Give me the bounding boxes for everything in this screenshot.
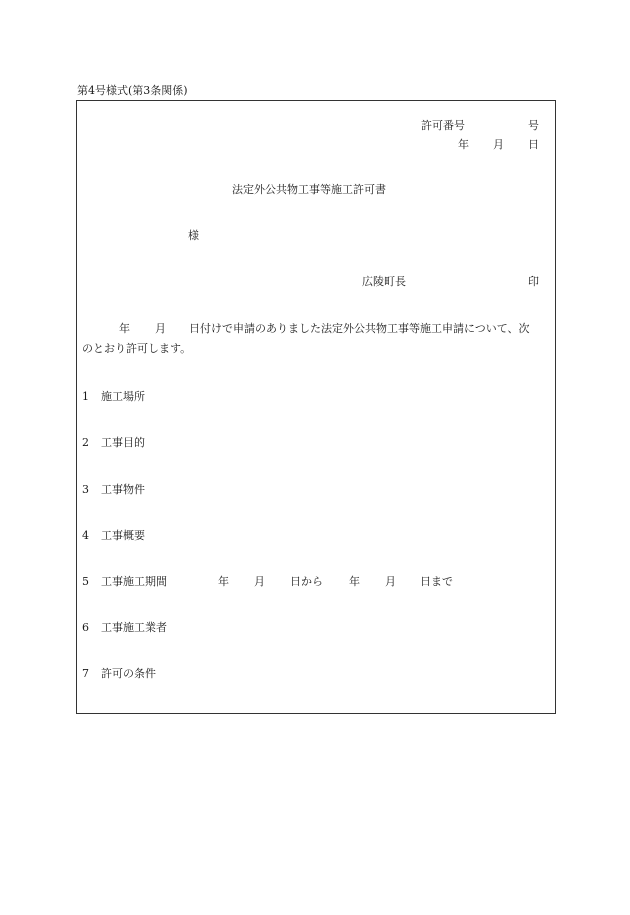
item-number: 7: [82, 667, 89, 680]
permit-number-suffix: 号: [528, 119, 539, 132]
seal-mark: 印: [528, 275, 539, 288]
item-label: 工事物件: [101, 483, 145, 496]
body-line2: のとおり許可します。: [82, 342, 192, 355]
item-number: 4: [82, 529, 89, 542]
issue-date-day: 日: [528, 138, 539, 151]
period-start-month: 月: [254, 575, 265, 588]
body-month: 月: [155, 322, 166, 335]
item-label: 工事目的: [101, 436, 145, 449]
item-number: 3: [82, 483, 89, 496]
period-start-year: 年: [218, 575, 229, 588]
period-end-month: 月: [385, 575, 396, 588]
item-label: 工事施工期間: [101, 575, 167, 588]
body-line1: 日付けで申請のありました法定外公共物工事等施工申請について、次: [189, 322, 530, 335]
addressee-suffix: 様: [188, 229, 199, 242]
period-end-year: 年: [349, 575, 360, 588]
item-number: 5: [82, 575, 89, 588]
item-number: 1: [82, 390, 89, 403]
form-number-label: 第4号様式(第3条関係): [77, 84, 188, 97]
item-label: 工事施工業者: [101, 621, 167, 634]
item-label: 工事概要: [101, 529, 145, 542]
period-start-day: 日から: [290, 575, 323, 588]
issue-date-month: 月: [493, 138, 504, 151]
item-number: 2: [82, 436, 89, 449]
document-title: 法定外公共物工事等施工許可書: [232, 183, 386, 196]
issuer-title: 広陵町長: [362, 275, 406, 288]
issue-date-year: 年: [458, 138, 469, 151]
period-end-day: 日まで: [420, 575, 453, 588]
permit-number-label: 許可番号: [421, 119, 465, 132]
item-number: 6: [82, 621, 89, 634]
item-label: 許可の条件: [101, 667, 156, 680]
body-year: 年: [119, 322, 130, 335]
item-label: 施工場所: [101, 390, 145, 403]
